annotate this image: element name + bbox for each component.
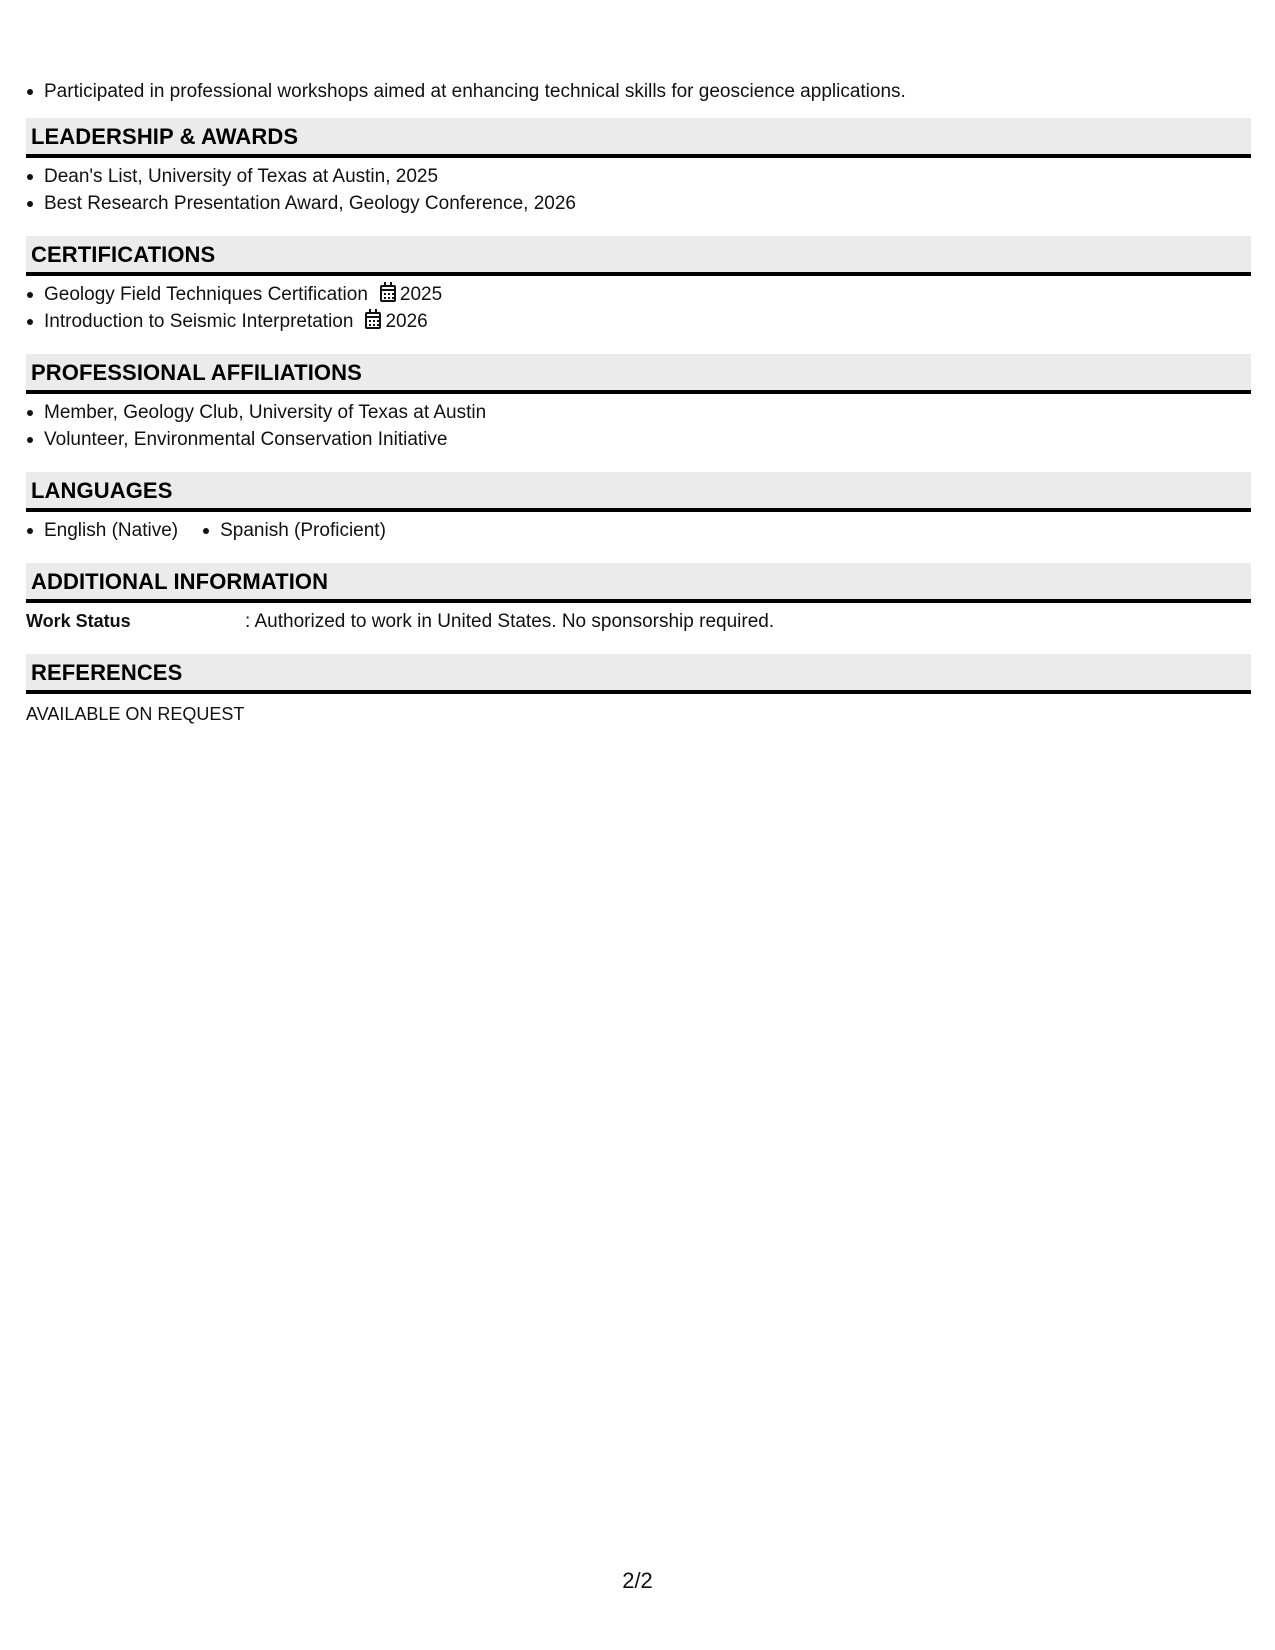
list-item: Volunteer, Environmental Conservation Initiative <box>44 426 1251 453</box>
language-item: English (Native) <box>44 517 178 544</box>
work-status-value: : Authorized to work in United States. No sponsorship required. <box>245 611 775 632</box>
section-header-leadership-awards: LEADERSHIP & AWARDS <box>26 118 1251 158</box>
work-status-row <box>26 608 1251 635</box>
section-header-references: REFERENCES <box>26 654 1251 694</box>
leadership-awards-list <box>26 163 1251 217</box>
certification-name: Geology Field Techniques Certification <box>44 284 368 305</box>
list-item <box>44 281 1251 308</box>
section-header-languages: LANGUAGES <box>26 472 1251 512</box>
languages-list <box>26 517 1251 544</box>
certification-name: Introduction to Seismic Interpretation <box>44 311 354 332</box>
calendar-icon <box>365 312 381 329</box>
continued-list <box>26 78 1251 105</box>
list-item: Dean's List, University of Texas at Austin, 2025 <box>44 163 1251 190</box>
section-header-certifications: CERTIFICATIONS <box>26 236 1251 276</box>
resume-page <box>26 78 1251 728</box>
list-item <box>44 308 1251 335</box>
certification-year: 2025 <box>399 284 443 305</box>
language-item: Spanish (Proficient) <box>220 517 386 544</box>
work-status-label: Work Status <box>26 611 131 631</box>
list-item: Participated in professional workshops aimed at enhancing technical skills for geoscience applications. <box>44 78 1251 105</box>
calendar-icon <box>380 285 396 302</box>
section-header-additional-information: ADDITIONAL INFORMATION <box>26 563 1251 603</box>
section-header-professional-affiliations: PROFESSIONAL AFFILIATIONS <box>26 354 1251 394</box>
references-text: AVAILABLE ON REQUEST <box>26 704 245 724</box>
list-item: Member, Geology Club, University of Texas at Austin <box>44 399 1251 426</box>
page-number: 2/2 <box>622 1568 653 1593</box>
certifications-list <box>26 281 1251 335</box>
certification-year: 2026 <box>385 311 428 332</box>
list-item: Best Research Presentation Award, Geology Conference, 2026 <box>44 190 1251 217</box>
affiliations-list <box>26 399 1251 453</box>
